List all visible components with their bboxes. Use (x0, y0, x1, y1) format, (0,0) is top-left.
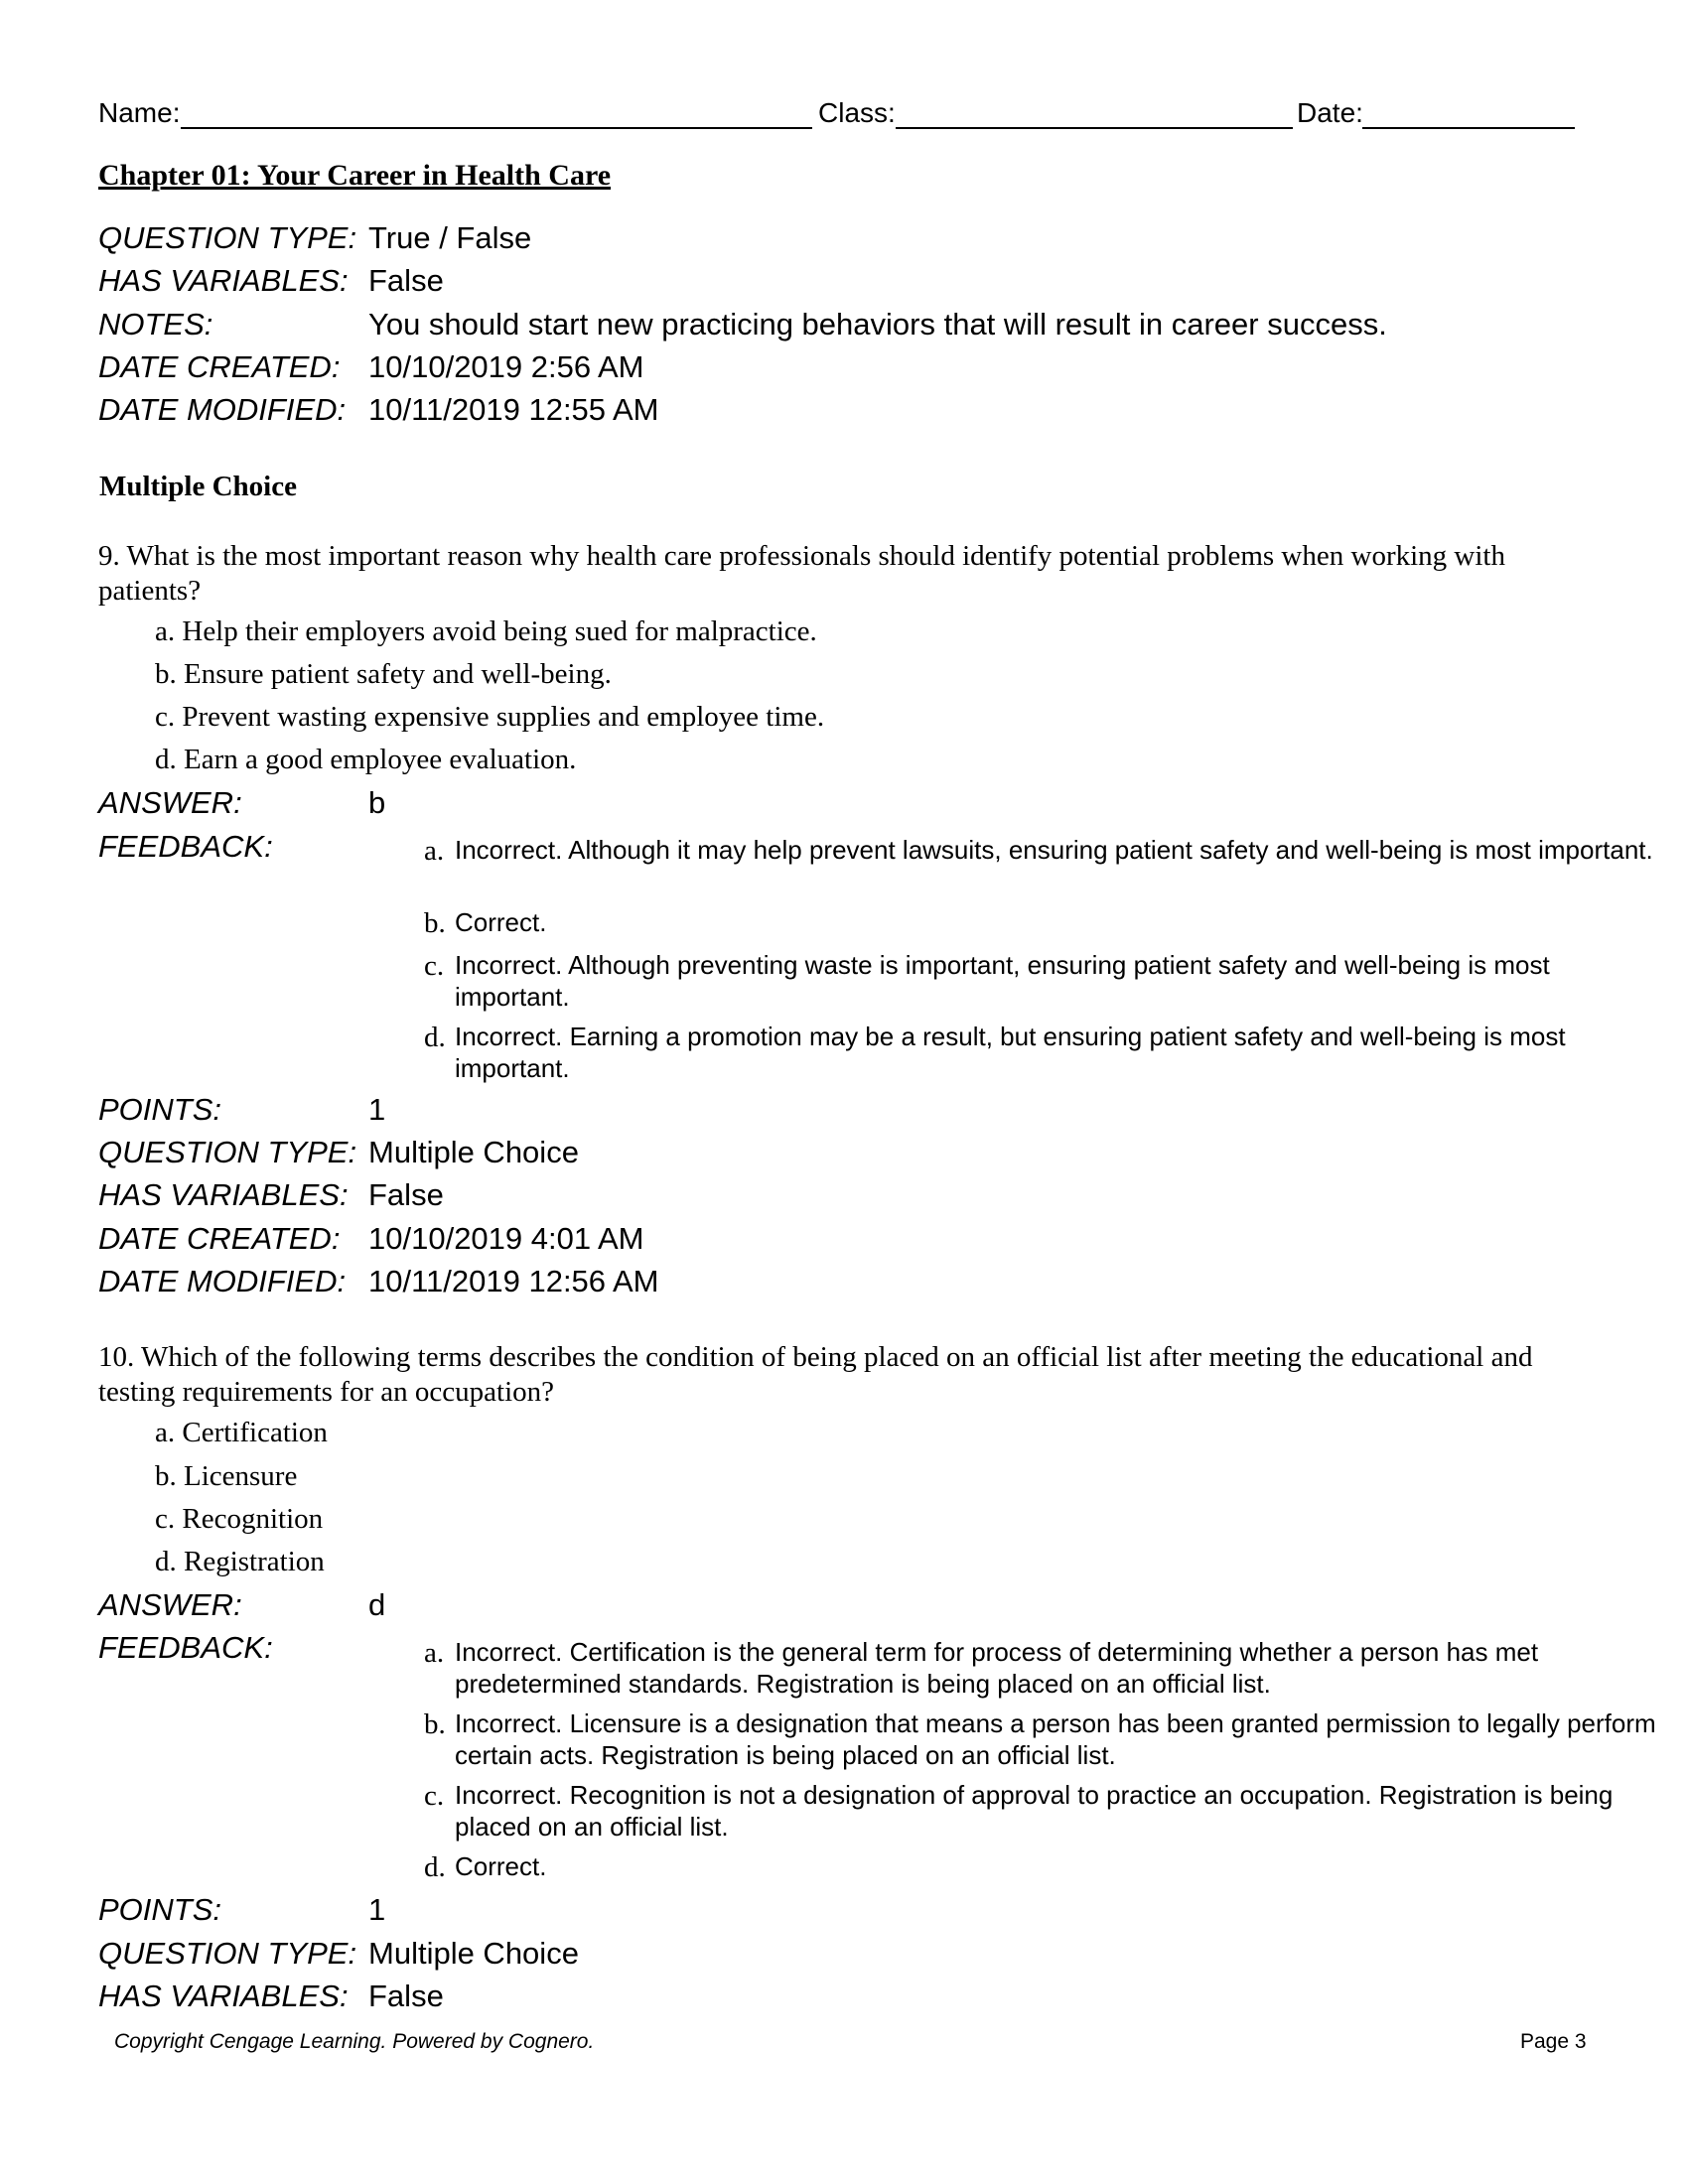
feedback-text: Correct. (455, 1851, 547, 1881)
feedback-text: Incorrect. Although it may help prevent lawsuits, ensuring patient safety and well-being is most important. (455, 835, 1653, 865)
meta-value: You should start new practicing behaviors that will result in career success. (368, 307, 1387, 341)
feedback-text: Incorrect. Although preventing waste is important, ensuring patient safety and well-being is most important. (455, 950, 1550, 1012)
feedback-text: Incorrect. Recognition is not a designation of approval to practice an occupation. Registration is being placed on an official list. (455, 1780, 1614, 1842)
class-label: Class: (818, 97, 896, 128)
meta-label: DATE CREATED: (98, 349, 341, 384)
feedback-letter: c. (424, 1780, 445, 1812)
answer-option: c. Recognition (155, 1503, 324, 1535)
answer-value: d (368, 1587, 386, 1622)
feedback-letter: b. (424, 1708, 446, 1740)
section-title: Multiple Choice (99, 471, 297, 502)
meta-value: True / False (368, 220, 532, 255)
meta-value: Multiple Choice (368, 1135, 579, 1169)
answer-option: b. Ensure patient safety and well-being. (155, 658, 612, 690)
meta-label: DATE MODIFIED: (98, 1264, 347, 1298)
feedback-text: Incorrect. Earning a promotion may be a result, but ensuring patient safety and well-being is most important. (455, 1022, 1566, 1083)
meta-label: HAS VARIABLES: (98, 263, 349, 298)
meta-label: POINTS: (98, 1092, 222, 1127)
meta-label: POINTS: (98, 1892, 222, 1927)
page-number: Page 3 (1520, 2030, 1587, 2053)
name-label: Name: (98, 97, 181, 128)
meta-value: 10/10/2019 2:56 AM (368, 349, 644, 384)
feedback-label: FEEDBACK: (98, 829, 273, 864)
answer-value: b (368, 785, 386, 820)
feedback-text: Incorrect. Certification is the general term for process of determining whether a person has met predetermined standards. Registration is being placed on an official list. (455, 1637, 1539, 1699)
meta-value: 10/11/2019 12:55 AM (368, 392, 659, 427)
meta-label: QUESTION TYPE: (98, 1135, 357, 1169)
name-underline (181, 127, 812, 129)
meta-value: Multiple Choice (368, 1936, 579, 1971)
footer-copyright: Copyright Cengage Learning. Powered by Cognero. (114, 2030, 595, 2053)
feedback-letter: b. (424, 907, 446, 939)
answer-option: b. Licensure (155, 1460, 298, 1492)
feedback-letter: d. (424, 1022, 446, 1053)
feedback-letter: a. (424, 835, 445, 867)
class-underline (896, 127, 1293, 129)
meta-label: DATE MODIFIED: (98, 392, 347, 427)
meta-label: QUESTION TYPE: (98, 1936, 357, 1971)
question-text: 9. What is the most important reason why health care professionals should identify potential problems when working with patients? (98, 540, 1505, 607)
meta-label: HAS VARIABLES: (98, 1979, 349, 2013)
meta-label: NOTES: (98, 307, 213, 341)
answer-label: ANSWER: (98, 785, 242, 820)
meta-label: QUESTION TYPE: (98, 220, 357, 255)
feedback-label: FEEDBACK: (98, 1630, 273, 1665)
meta-value: False (368, 263, 444, 298)
feedback-letter: a. (424, 1637, 445, 1669)
answer-label: ANSWER: (98, 1587, 242, 1622)
meta-value: 10/11/2019 12:56 AM (368, 1264, 659, 1298)
meta-value: False (368, 1177, 444, 1212)
date-underline (1362, 127, 1575, 129)
question-text: 10. Which of the following terms describes the condition of being placed on an official list after meeting the educational and testing requirements for an occupation? (98, 1341, 1533, 1408)
meta-value: 10/10/2019 4:01 AM (368, 1221, 644, 1256)
answer-option: a. Certification (155, 1417, 328, 1448)
feedback-text: Incorrect. Licensure is a designation that means a person has been granted permission to legally perform certain acts. Registration is being placed on an official list. (455, 1708, 1656, 1770)
meta-value: 1 (368, 1892, 386, 1927)
meta-value: False (368, 1979, 444, 2013)
meta-label: DATE CREATED: (98, 1221, 341, 1256)
chapter-title: Chapter 01: Your Career in Health Care (98, 159, 612, 192)
answer-option: a. Help their employers avoid being sued for malpractice. (155, 615, 817, 647)
feedback-text: Correct. (455, 907, 547, 937)
answer-option: d. Earn a good employee evaluation. (155, 744, 577, 775)
feedback-letter: d. (424, 1851, 446, 1883)
date-label: Date: (1297, 97, 1363, 128)
answer-option: d. Registration (155, 1546, 325, 1577)
answer-option: c. Prevent wasting expensive supplies and employee time. (155, 701, 825, 733)
feedback-letter: c. (424, 950, 445, 982)
meta-label: HAS VARIABLES: (98, 1177, 349, 1212)
meta-value: 1 (368, 1092, 386, 1127)
